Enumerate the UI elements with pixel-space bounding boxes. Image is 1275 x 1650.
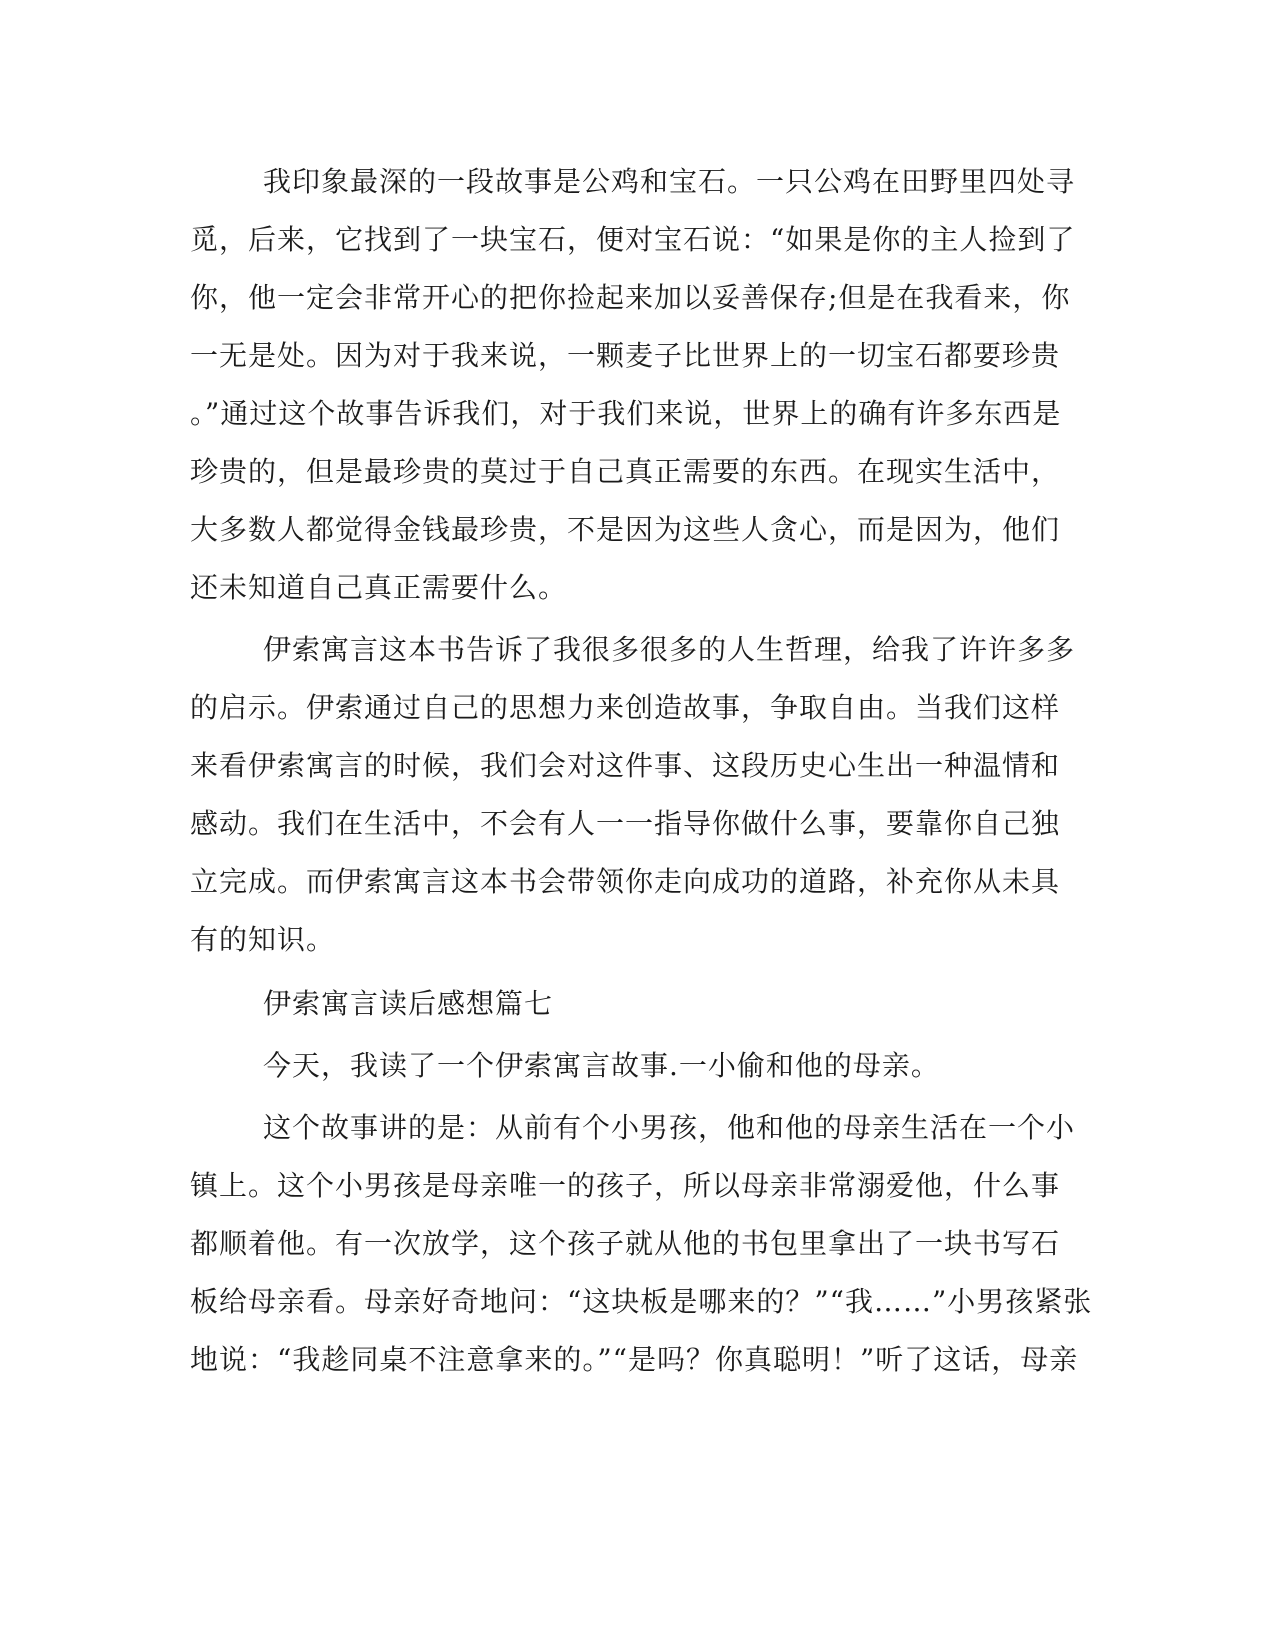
paragraph-line: 地说：“我趁同桌不注意拿来的。”“是吗？你真聪明！”听了这话，母亲	[190, 1343, 1079, 1376]
paragraph-line: 镇上。这个小男孩是母亲唯一的孩子，所以母亲非常溺爱他，什么事	[190, 1169, 1061, 1202]
paragraph-line: 来看伊索寓言的时候，我们会对这件事、这段历史心生出一种温情和	[190, 749, 1061, 782]
paragraph-line: 我印象最深的一段故事是公鸡和宝石。一只公鸡在田野里四处寻	[263, 165, 1076, 198]
paragraph-line: 一无是处。因为对于我来说，一颗麦子比世界上的一切宝石都要珍贵	[190, 339, 1061, 372]
paragraph-line: 大多数人都觉得金钱最珍贵，不是因为这些人贪心，而是因为，他们	[190, 513, 1061, 546]
paragraph-line: 板给母亲看。母亲好奇地问：“这块板是哪来的？”“我……”小男孩紧张	[190, 1285, 1093, 1318]
paragraph-line: 珍贵的，但是最珍贵的莫过于自己真正需要的东西。在现实生活中，	[190, 455, 1061, 488]
paragraph-line: 。”通过这个故事告诉我们，对于我们来说，世界上的确有许多东西是	[190, 397, 1062, 430]
paragraph-line: 今天，我读了一个伊索寓言故事.一小偷和他的母亲。	[263, 1049, 940, 1082]
paragraph-line: 你，他一定会非常开心的把你捡起来加以妥善保存;但是在我看来，你	[190, 281, 1071, 314]
paragraph-line: 伊索寓言这本书告诉了我很多很多的人生哲理，给我了许许多多	[263, 633, 1076, 666]
paragraph-line: 有的知识。	[190, 923, 336, 956]
paragraph-line: 立完成。而伊索寓言这本书会带领你走向成功的道路，补充你从未具	[190, 865, 1061, 898]
paragraph-line: 觅，后来，它找到了一块宝石，便对宝石说：“如果是你的主人捡到了	[190, 223, 1076, 256]
paragraph-line: 的启示。伊索通过自己的思想力来创造故事，争取自由。当我们这样	[190, 691, 1061, 724]
paragraph-line: 这个故事讲的是：从前有个小男孩，他和他的母亲生活在一个小	[263, 1111, 1076, 1144]
paragraph-line: 还未知道自己真正需要什么。	[190, 571, 568, 604]
paragraph-line: 都顺着他。有一次放学，这个孩子就从他的书包里拿出了一块书写石	[190, 1227, 1061, 1260]
section-heading: 伊索寓言读后感想篇七	[263, 987, 554, 1020]
paragraph-line: 感动。我们在生活中，不会有人一一指导你做什么事，要靠你自己独	[190, 807, 1061, 840]
